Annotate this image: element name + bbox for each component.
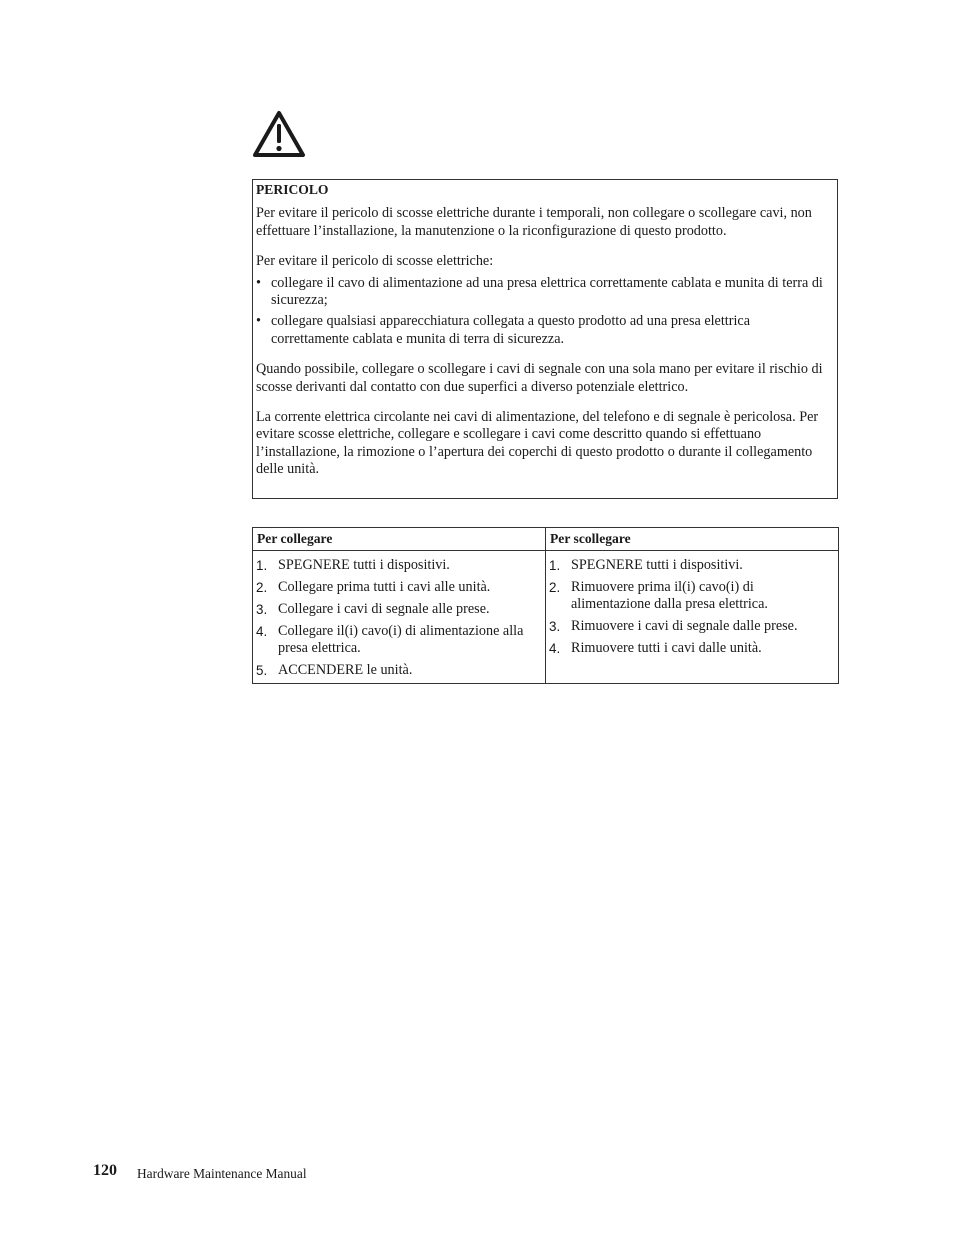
step-number: 3. — [549, 619, 561, 635]
step-text: Collegare prima tutti i cavi alle unità. — [278, 578, 491, 595]
list-item — [256, 579, 537, 596]
step-text: Rimuovere i cavi di segnale dalle prese. — [571, 618, 798, 635]
danger-notice-box — [252, 179, 838, 499]
disconnect-steps-cell — [546, 551, 838, 684]
step-number: 1. — [256, 558, 268, 573]
step-number: 2. — [549, 579, 561, 595]
connect-disconnect-table — [252, 527, 839, 684]
list-item: • collegare qualsiasi apparecchiatura collegata a questo prodotto ad una presa elettrica correttamente cablata e munita di terra di sicurezza. — [256, 313, 829, 348]
warning-triangle-icon — [252, 110, 306, 158]
connect-column-header: Per collegare — [253, 528, 546, 551]
disconnect-column-header: Per scollegare — [546, 528, 838, 551]
list-item — [256, 623, 537, 658]
list-item — [549, 618, 830, 635]
list-item — [256, 601, 537, 618]
list-item — [549, 557, 830, 574]
notice-paragraph-shock-intro: Per evitare il pericolo di scosse elettriche: — [256, 253, 494, 270]
list-item — [256, 662, 537, 679]
list-item: • collegare il cavo di alimentazione ad una presa elettrica correttamente cablata e munita di terra di sicurezza; — [256, 275, 829, 310]
notice-paragraph-current: La corrente elettrica circolante nei cavi di alimentazione, del telefono e di segnale è pericolosa. Per evitare scosse elettriche, collegare e scollegare i cavi come descritto quando si effettuano l’installazione, la rimozione o l’apertura dei coperchi di questo prodotto o durante il collegamento delle unità. — [256, 409, 819, 478]
disconnect-steps-list — [549, 557, 830, 658]
manual-title: Hardware Maintenance Manual — [137, 1166, 307, 1181]
step-text: SPEGNERE tutti i dispositivi. — [278, 557, 450, 573]
notice-title: PERICOLO — [256, 182, 329, 197]
notice-bullet-list — [256, 275, 829, 349]
notice-paragraph-one-hand: Quando possibile, collegare o scollegare i cavi di segnale con una sola mano per evitare il rischio di scosse derivanti dal contatto con due superfici a diverso potenziale elettrico. — [256, 361, 823, 395]
step-text: Collegare il(i) cavo(i) di alimentazione alla presa elettrica. — [278, 622, 524, 657]
step-number: 4. — [549, 641, 561, 657]
step-text: SPEGNERE tutti i dispositivi. — [571, 557, 743, 573]
connect-steps-list — [256, 557, 537, 679]
step-number: 3. — [256, 601, 268, 617]
notice-paragraph-thunderstorm: Per evitare il pericolo di scosse elettriche durante i temporali, non collegare o scollegare cavi, non effettuare l’installazione, la manutenzione o la riconfigurazione di questo prodotto. — [256, 205, 812, 239]
step-text: Rimuovere prima il(i) cavo(i) di alimentazione dalla presa elettrica. — [571, 578, 768, 613]
step-text: ACCENDERE le unità. — [278, 662, 413, 679]
list-item — [256, 557, 537, 574]
step-number: 1. — [549, 558, 561, 573]
connect-steps-cell — [253, 551, 546, 684]
step-text: Collegare i cavi di segnale alle prese. — [278, 600, 490, 617]
step-number: 5. — [256, 663, 268, 679]
page-number: 120 — [93, 1162, 117, 1179]
step-number: 2. — [256, 579, 268, 595]
list-item — [549, 579, 830, 614]
step-number: 4. — [256, 623, 268, 639]
step-text: Rimuovere tutti i cavi dalle unità. — [571, 640, 762, 657]
list-item — [549, 640, 830, 657]
